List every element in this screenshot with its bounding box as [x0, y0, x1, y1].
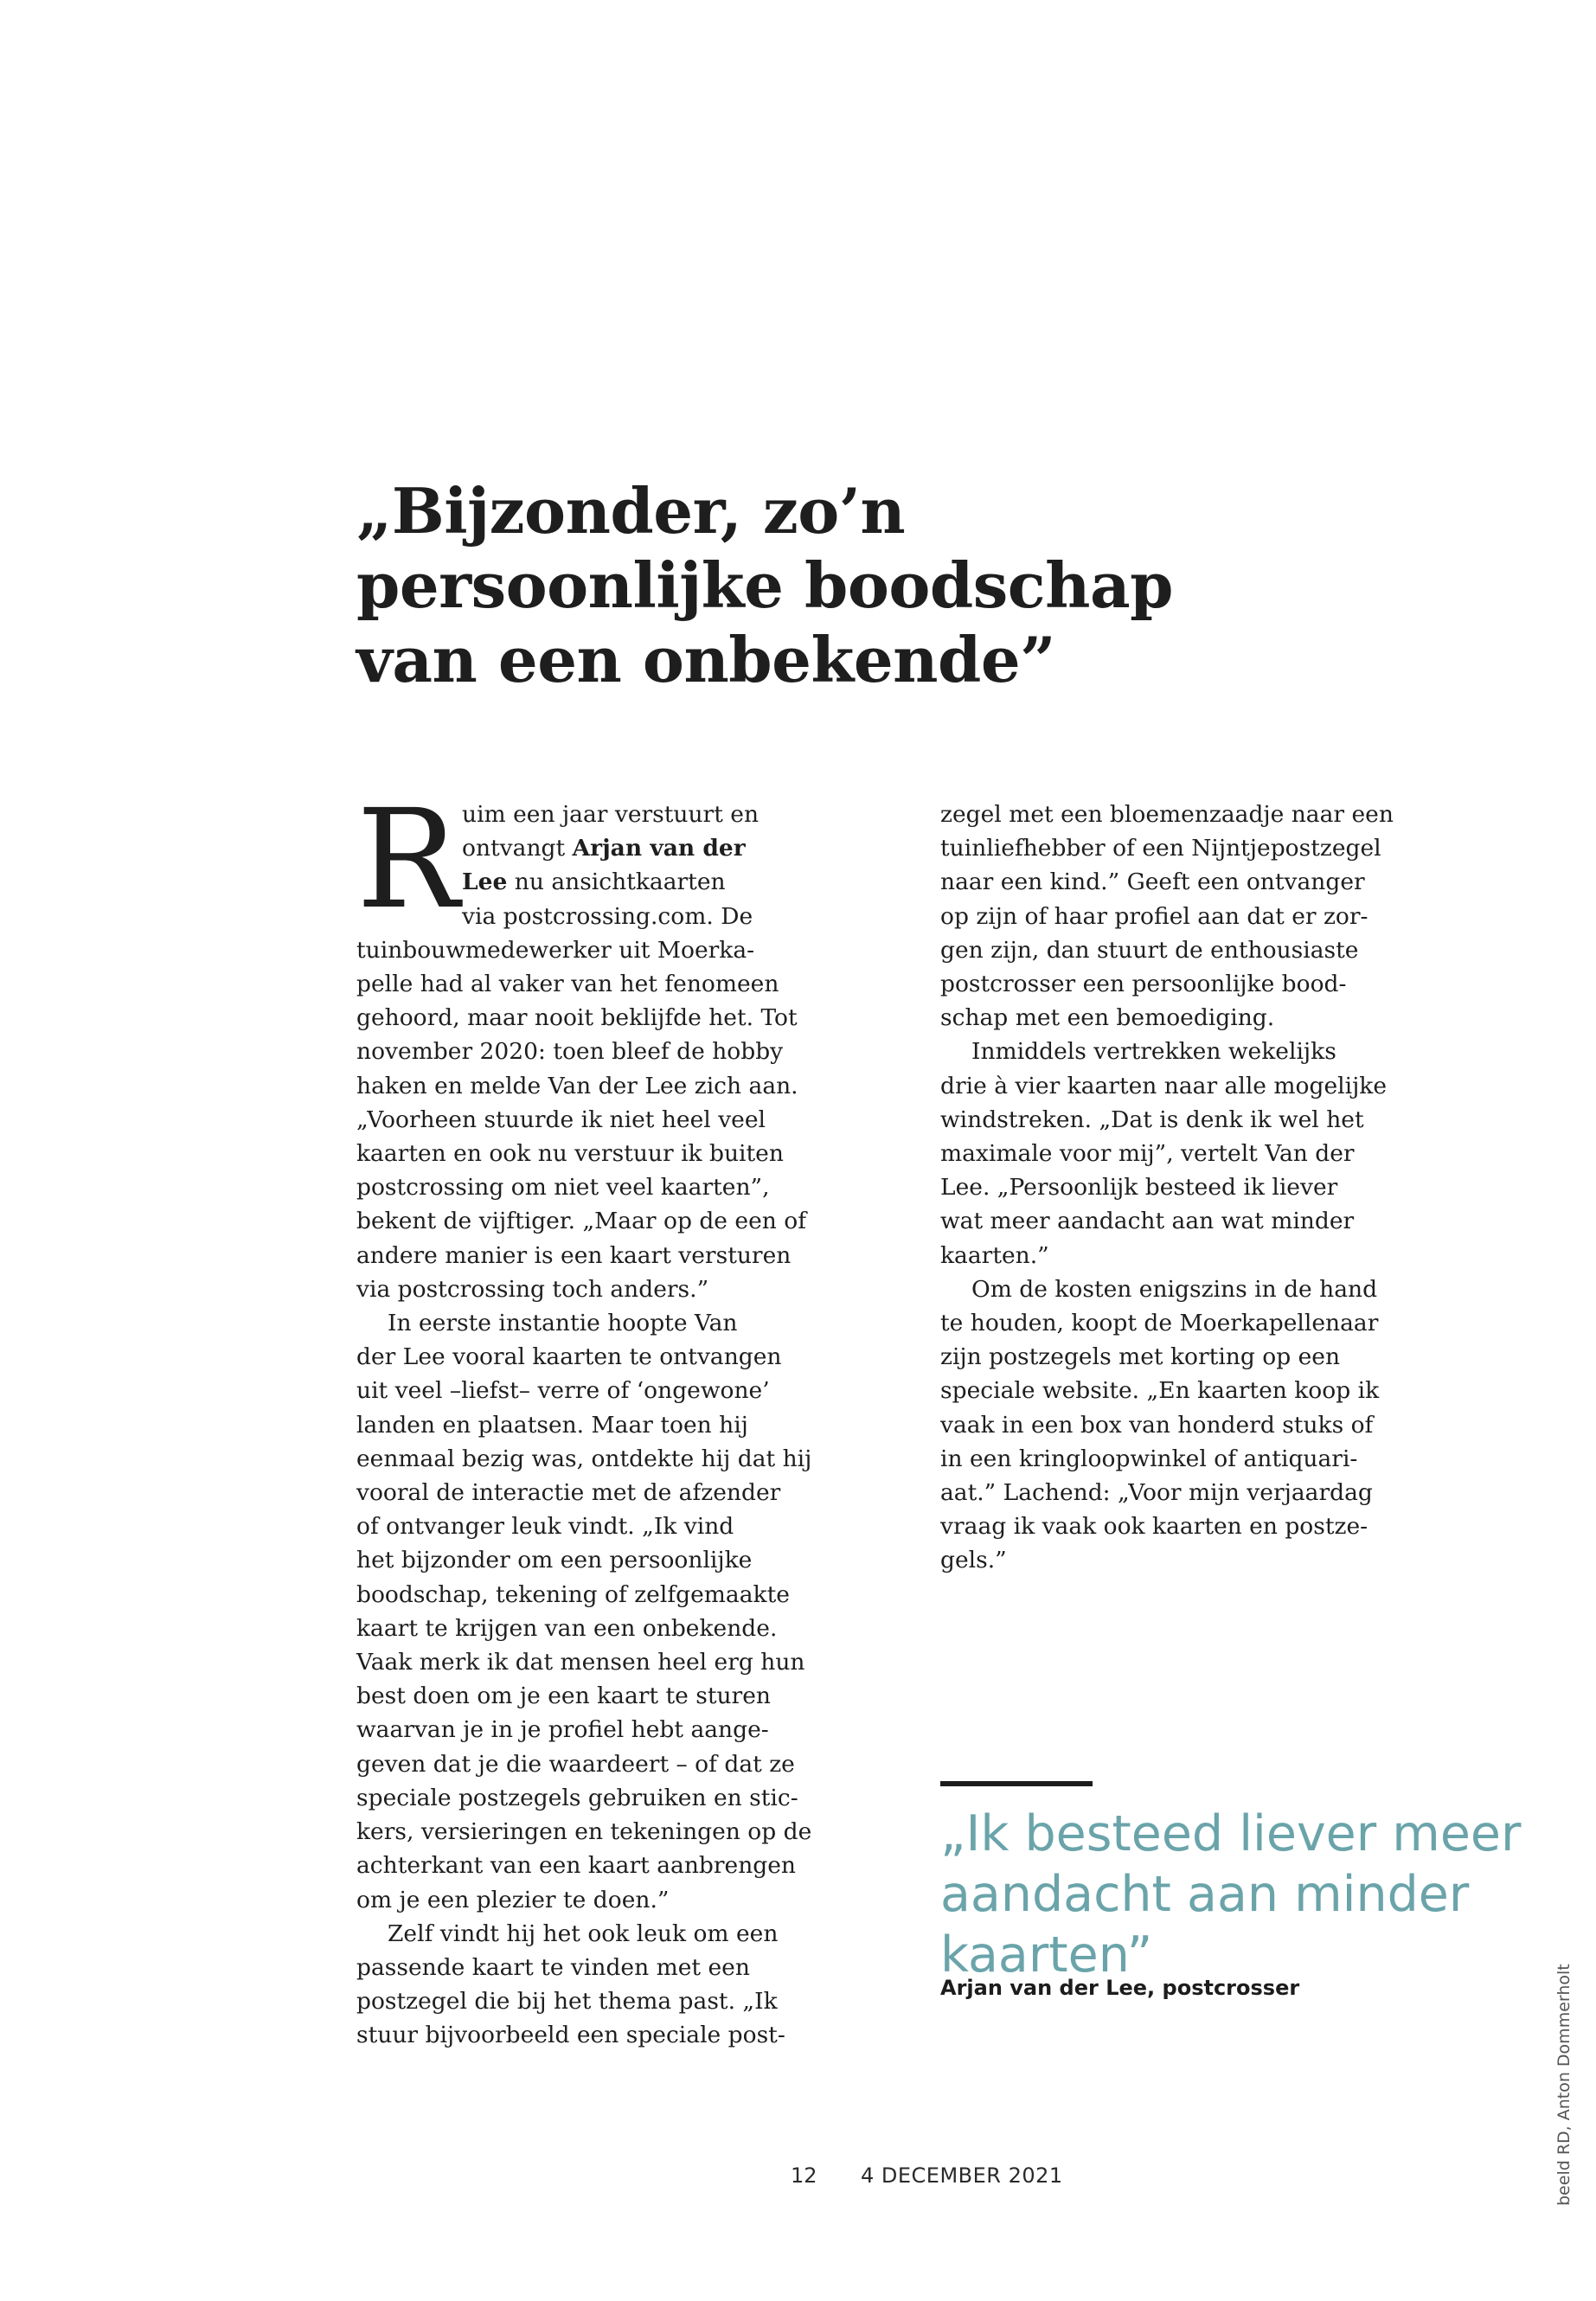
text-line	[940, 1408, 1399, 1442]
text-line	[940, 967, 1399, 1001]
text-line	[356, 1408, 806, 1442]
line-text: geven dat je die waardeert – of dat ze	[356, 1750, 795, 1778]
line-text: in een kringloopwinkel of antiquari-	[940, 1445, 1358, 1472]
line-text: passende kaart te vinden met een	[356, 1953, 750, 1981]
line-text: der Lee vooral kaarten te ontvangen	[356, 1343, 782, 1371]
page-number: 12	[791, 2163, 817, 2188]
text-line	[940, 1340, 1399, 1374]
text-line	[940, 1509, 1399, 1543]
text-line	[940, 1543, 1399, 1577]
line-text: andere manier is een kaart versturen	[356, 1241, 792, 1269]
text-line	[940, 1239, 1399, 1272]
line-text: boodschap, tekening of zelfgemaakte	[356, 1580, 790, 1608]
line-text: het bijzonder om een persoonlijke	[356, 1547, 753, 1574]
text-line	[940, 1204, 1399, 1238]
line-text: via postcrossing.com. De	[462, 902, 753, 930]
bold-name: Lee	[462, 868, 508, 896]
line-text: tuinliefhebber of een Nijntjepostzegel	[940, 835, 1381, 862]
line-text: Zelf vindt hij het ook leuk om een	[388, 1920, 779, 1947]
pull-quote-line: kaarten”	[940, 1926, 1153, 1984]
text-line	[940, 1001, 1399, 1035]
line-text: Om de kosten enigszins in de hand	[971, 1275, 1378, 1303]
text-line	[940, 1476, 1399, 1509]
text-line	[940, 1374, 1399, 1407]
text-line	[356, 1883, 806, 1917]
text-line	[356, 1442, 812, 1476]
text-line	[356, 1476, 806, 1509]
text-line	[356, 1917, 806, 1951]
line-text: tuinbouwmedewerker uit Moerka-	[356, 936, 755, 964]
line-text: „Voorheen stuurde ik niet heel veel	[356, 1106, 766, 1133]
line-text: pelle had al vaker van het fenomeen	[356, 971, 779, 998]
line-text: kaarten.”	[940, 1241, 1049, 1269]
bold-name: Arjan van der	[572, 835, 746, 862]
headline-line: „Bijzonder, zo’n	[356, 474, 906, 548]
line-text: gen zijn, dan stuurt de enthousiaste	[940, 936, 1359, 964]
article-column-left	[356, 780, 812, 2053]
text-line	[356, 1578, 806, 1612]
line-text: eenmaal bezig was, ontdekte hij dat hij	[356, 1445, 812, 1472]
text-line	[940, 1103, 1399, 1137]
line-text: via postcrossing toch anders.”	[356, 1275, 709, 1303]
line-text: haken en melde Van der Lee zich aan.	[356, 1072, 798, 1099]
pull-quote	[940, 1804, 1546, 1985]
line-text: speciale postzegels gebruiken en stic-	[356, 1784, 798, 1811]
pull-quote-rule	[940, 1781, 1093, 1786]
line-text: maximale voor mij”, vertelt Van der	[940, 1140, 1355, 1168]
line-text: Inmiddels vertrekken wekelijks	[971, 1038, 1336, 1066]
text-line	[940, 900, 1399, 933]
line-text: schap met een bemoediging.	[940, 1004, 1275, 1032]
line-text: kers, versieringen en tekeningen op de	[356, 1818, 812, 1846]
line-text: landen en plaatsen. Maar toen hij	[356, 1411, 748, 1439]
pull-quote-line: aandacht aan minder	[940, 1866, 1470, 1923]
text-line	[356, 1306, 806, 1340]
text-line	[356, 1170, 806, 1204]
text-line	[940, 933, 1399, 967]
line-text: kaart te krijgen van een onbekende.	[356, 1614, 778, 1642]
line-text: om je een plezier te doen.”	[356, 1886, 670, 1913]
line-text: Vaak merk ik dat mensen heel erg hun	[356, 1649, 805, 1676]
line-text: ontvangt	[462, 835, 573, 862]
text-line	[356, 1239, 806, 1272]
text-line	[356, 1204, 806, 1238]
text-line	[356, 1679, 806, 1713]
line-text: vooral de interactie met de afzender	[356, 1479, 781, 1507]
text-line	[356, 1103, 806, 1137]
pull-quote-attribution: Arjan van der Lee, postcrosser	[940, 1976, 1300, 2000]
drop-cap: R	[356, 780, 459, 939]
text-line	[356, 1713, 806, 1747]
article-column-right	[940, 798, 1399, 1578]
line-text: waarvan je in je profiel hebt aange-	[356, 1716, 769, 1744]
line-text: stuur bijvoorbeeld een speciale post-	[356, 2022, 785, 2049]
line-text: nu ansichtkaarten	[507, 868, 726, 896]
text-line	[940, 1306, 1399, 1340]
line-text: bekent de vijftiger. „Maar op de een of	[356, 1208, 807, 1235]
line-text: achterkant van een kaart aanbrengen	[356, 1852, 796, 1880]
text-line	[356, 967, 806, 1001]
line-text: speciale website. „En kaarten koop ik	[940, 1377, 1380, 1405]
line-text: zijn postzegels met korting op een	[940, 1343, 1341, 1371]
text-line	[356, 1645, 806, 1679]
text-line	[356, 1374, 806, 1407]
text-line	[940, 798, 1399, 831]
text-line	[940, 1137, 1399, 1170]
text-line	[940, 865, 1399, 899]
text-line	[356, 1340, 806, 1374]
line-text: postcrosser een persoonlijke bood-	[940, 971, 1347, 998]
line-text: zegel met een bloemenzaadje naar een	[940, 801, 1394, 828]
line-text: wat meer aandacht aan wat minder	[940, 1208, 1355, 1235]
line-text: vraag ik vaak ook kaarten en postze-	[940, 1513, 1368, 1541]
line-text: uim een jaar verstuurt en	[462, 801, 760, 828]
text-line	[356, 1849, 806, 1882]
pull-quote-line: „Ik besteed liever meer	[940, 1805, 1522, 1862]
line-text: In eerste instantie hoopte Van	[388, 1310, 738, 1337]
line-text: uit veel –liefst– verre of ‘ongewone’	[356, 1377, 770, 1405]
line-text: of ontvanger leuk vindt. „Ik vind	[356, 1513, 734, 1541]
headline-line: persoonlijke boodschap	[356, 548, 1173, 622]
text-line	[356, 1069, 806, 1103]
line-text: drie à vier kaarten naar alle mogelijke	[940, 1072, 1388, 1099]
text-line	[356, 1001, 806, 1035]
line-text: gels.”	[940, 1547, 1007, 1574]
text-line	[356, 1612, 806, 1645]
text-line	[940, 1170, 1399, 1204]
text-line	[356, 2018, 806, 2052]
headline-line: van een onbekende”	[356, 623, 1056, 696]
line-text: op zijn of haar profiel aan dat er zor-	[940, 902, 1368, 930]
text-line	[940, 1442, 1399, 1476]
line-text: postzegel die bij het thema past. „Ik	[356, 1988, 778, 2016]
text-line	[356, 1137, 806, 1170]
line-text: te houden, koopt de Moerkapellenaar	[940, 1310, 1379, 1337]
text-line	[356, 1747, 806, 1781]
text-line	[940, 1069, 1399, 1103]
text-line	[356, 1035, 806, 1068]
text-line	[356, 1781, 806, 1815]
text-line	[940, 831, 1399, 865]
line-text: gehoord, maar nooit beklijfde het. Tot	[356, 1004, 798, 1032]
issue-date: 4 DECEMBER 2021	[861, 2163, 1063, 2188]
text-line	[356, 1984, 806, 2018]
line-text: Lee. „Persoonlijk besteed ik liever	[940, 1174, 1338, 1202]
text-line	[356, 1951, 806, 1984]
headline	[356, 474, 1204, 697]
photo-credit: beeld RD, Anton Dommerholt	[1554, 1964, 1574, 2206]
line-text: best doen om je een kaart te sturen	[356, 1682, 771, 1710]
line-text: windstreken. „Dat is denk ik wel het	[940, 1106, 1364, 1133]
line-text: vaak in een box van honderd stuks of	[940, 1411, 1374, 1439]
line-text: kaarten en ook nu verstuur ik buiten	[356, 1140, 784, 1168]
text-line	[356, 1272, 806, 1306]
text-line	[940, 1272, 1399, 1306]
text-line	[356, 1815, 812, 1849]
text-line	[356, 1509, 806, 1543]
text-line	[356, 1543, 806, 1577]
line-text: naar een kind.” Geeft een ontvanger	[940, 868, 1365, 896]
line-text: november 2020: toen bleef de hobby	[356, 1038, 784, 1066]
line-text: aat.” Lachend: „Voor mijn verjaardag	[940, 1479, 1373, 1507]
line-text: postcrossing om niet veel kaarten”,	[356, 1174, 770, 1202]
text-line	[940, 1035, 1399, 1068]
